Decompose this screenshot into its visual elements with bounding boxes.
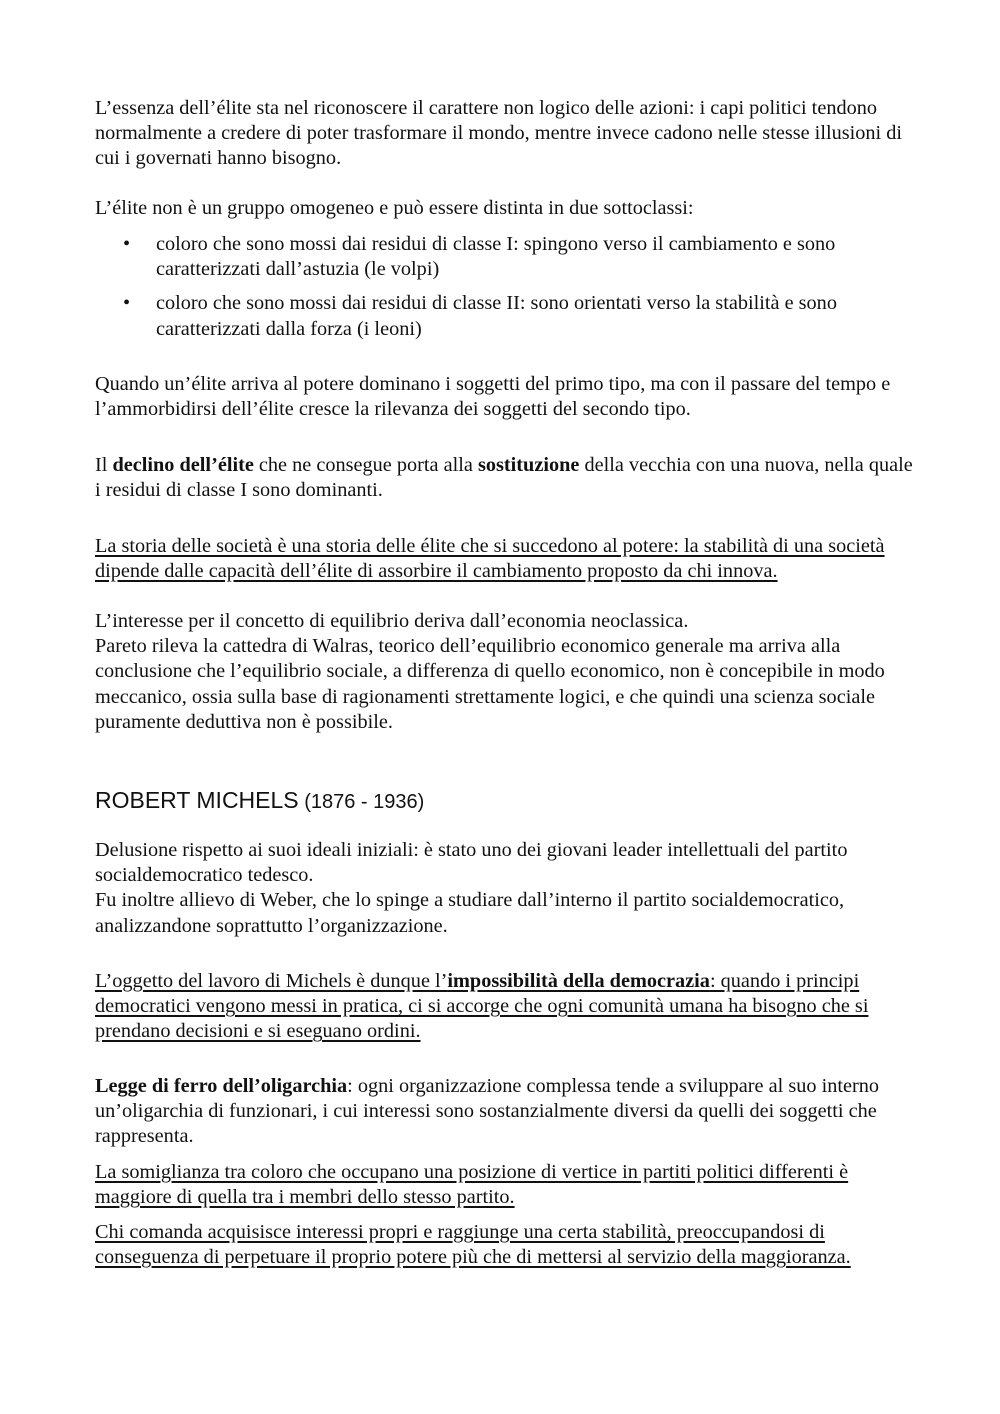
paragraph-leaders-similarity: La somiglianza tra coloro che occupano una posizione di vertice in partiti politici differenti è maggiore di quella tra i membri dello stesso partito. [95, 1161, 849, 1209]
paragraph-elite-subclasses: L’élite non è un gruppo omogeneo e può essere distinta in due sottoclassi: [95, 197, 694, 219]
text-run: della vecchia con una nuova, nella quale i residui di classe I sono dominanti. [95, 454, 913, 502]
paragraph-elite-power: Quando un’élite arriva al potere dominano i soggetti del primo tipo, ma con il passare del tempo e l’ammorbidirsi dell’élite cresce la rilevanza dei soggetti del secondo tipo. [95, 373, 891, 421]
equilibrium-line-2: Pareto rileva la cattedra di Walras, teorico dell’equilibrio economico generale ma arriva alla conclusione che l’equilibrio sociale, a differenza di quello economico, non è concepibile in modo meccanico, ossia sulla base di ragionamenti strettamente logici, e che quindi una scienza sociale puramente deduttiva non è possibile. [95, 635, 885, 733]
paragraph-history-of-societies: La storia delle società è una storia delle élite che si succedono al potere: la stabilità di una società dipende dalle capacità dell’élite di assorbire il cambiamento proposto da chi innova. [95, 535, 885, 583]
list-item-text: coloro che sono mossi dai residui di classe I: spingono verso il cambiamento e sono caratterizzati dall’astuzia (le volpi) [156, 233, 836, 281]
section-heading-michels [95, 786, 424, 816]
bold-term-iron-law: Legge di ferro dell’oligarchia [95, 1075, 348, 1097]
list-item [95, 291, 915, 341]
michels-line-2: Fu inoltre allievo di Weber, che lo spinge a studiare dall’interno il partito socialdemocratico, analizzandone soprattutto l’organizzazione. [95, 889, 845, 937]
heading-years: (1876 - 1936) [298, 791, 425, 813]
michels-line-1: Delusione rispetto ai suoi ideali iniziali: è stato uno dei giovani leader intellettuali del partito socialdemocratico tedesco. [95, 839, 848, 887]
paragraph-elite-decline [95, 453, 915, 503]
list-item-text: coloro che sono mossi dai residui di classe II: sono orientati verso la stabilità e sono caratterizzati dalla forza (i leoni) [156, 292, 837, 340]
text-run: Il [95, 454, 113, 476]
list-item [95, 232, 915, 282]
paragraph-iron-law [95, 1074, 915, 1150]
paragraph-michels-background [95, 838, 915, 939]
equilibrium-line-1: L’interesse per il concetto di equilibrio deriva dall’economia neoclassica. [95, 610, 689, 632]
bold-term-impossibility: impossibilità della democrazia [447, 970, 710, 992]
paragraph-democracy-impossibility [95, 969, 915, 1045]
paragraph-leaders-interests: Chi comanda acquisisce interessi propri e raggiunge una certa stabilità, preoccupandosi di conseguenza di perpetuare il proprio potere più che di mettersi al servizio della maggioranza. [95, 1221, 851, 1269]
text-run: : ogni organizzazione complessa tende a sviluppare al suo interno un’oligarchia di funzionari, i cui interessi sono sostanzialmente diversi da quelli dei soggetti che rappresenta. [95, 1075, 880, 1148]
bullet-icon: • [123, 233, 131, 255]
text-run: L’oggetto del lavoro di Michels è dunque l’ [95, 970, 448, 992]
paragraph-equilibrium [95, 609, 915, 735]
bold-term-substitution: sostituzione [477, 454, 580, 476]
subclass-list [95, 232, 915, 351]
paragraph-elite-essence: L’essenza dell’élite sta nel riconoscere il carattere non logico delle azioni: i capi politici tendono normalmente a credere di poter trasformare il mondo, mentre invece cadono nelle stesse illusioni di cui i governati hanno bisogno. [95, 97, 903, 170]
heading-name: ROBERT MICHELS [95, 787, 299, 813]
bold-term-decline: declino dell’élite [112, 454, 254, 476]
text-run: : quando i principi democratici vengono messi in pratica, ci si accorge che ogni comunità umana ha bisogno che si prendano decisioni e si eseguano ordini. [95, 970, 869, 1043]
bullet-icon: • [123, 292, 131, 315]
text-run: che ne consegue porta alla [253, 454, 478, 476]
